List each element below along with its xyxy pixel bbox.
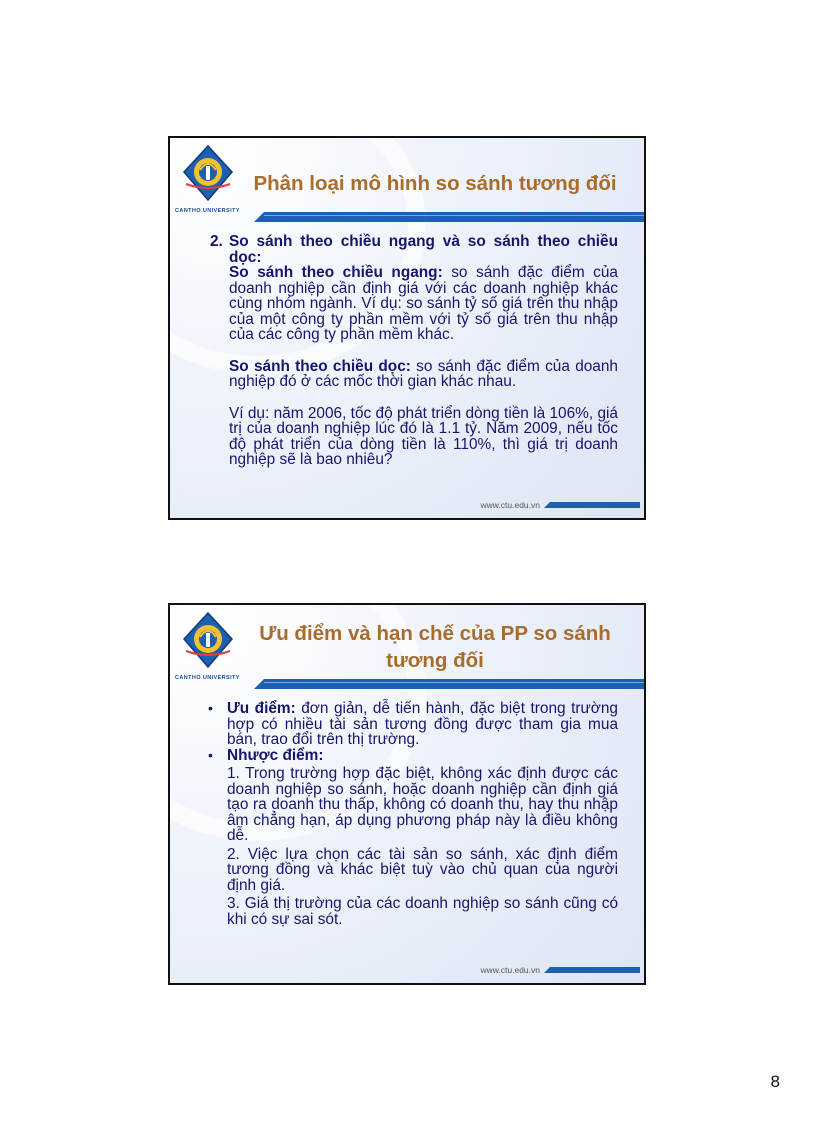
university-name: CANTHO UNIVERSITY (175, 675, 240, 681)
vertical-comparison-paragraph (229, 359, 618, 390)
slide-footer (480, 965, 640, 975)
heading-text: So sánh theo chiều ngang và so sánh theo chiều dọc: (229, 233, 618, 266)
slide-1 (168, 136, 646, 520)
disadvantages-item (208, 748, 618, 764)
header-rule (254, 679, 646, 689)
disadvantage-point-3: 3. Giá thị trường của các doanh nghiệp so sánh cũng có khi có sự sai sót. (227, 895, 618, 928)
slide-2 (168, 603, 646, 985)
vertical-comparison-text: so sánh đặc điểm của doanh nghiệp đó ở các mốc thời gian khác nhau. (229, 357, 618, 390)
footer-rule (544, 967, 640, 973)
disadvantages-label: Nhược điểm: (227, 746, 324, 764)
bullet-marker: • (208, 746, 213, 763)
disadvantage-point-2: 2. Việc lựa chọn các tài sản so sánh, xác định điểm tương đồng và khác biệt tuỳ vào chủ quan của người định giá. (227, 845, 618, 894)
advantages-item (208, 701, 618, 748)
footer-url: www.ctu.edu.vn (480, 500, 540, 510)
slide-title: Ưu điểm và hạn chế của PP so sánh tương đối (259, 622, 611, 672)
university-logo-icon (180, 144, 236, 204)
university-logo-icon (180, 611, 236, 671)
horizontal-comparison-text: so sánh đặc điểm của doanh nghiệp cần định giá với các doanh nghiệp khác cùng nhóm ngành. Ví dụ: so sánh tỷ số giá trên thu nhập của một công ty phần mềm với tỷ số giá trên thu nhập của các công ty phần mềm khác. (229, 264, 618, 343)
advantages-text: đơn giản, dễ tiến hành, đặc biệt trong trường hợp có nhiều tài sản tương đồng được tham gia mua bán, trao đổi trên thị trường. (227, 700, 618, 748)
horizontal-comparison-paragraph (229, 265, 618, 343)
university-name: CANTHO UNIVERSITY (175, 208, 240, 214)
advantages-label: Ưu điểm: (227, 700, 296, 717)
footer-url: www.ctu.edu.vn (480, 965, 540, 975)
slide-body (210, 234, 618, 468)
slide-footer (480, 500, 640, 510)
bullet-marker: • (208, 700, 213, 716)
footer-rule (544, 502, 640, 508)
section-heading (210, 234, 618, 265)
disadvantage-point-1: 1. Trong trường hợp đặc biệt, không xác định được các doanh nghiệp so sánh, hoặc doanh nghiệp cần định giá tạo ra doanh thu thấp, không có doanh thu, hay thu nhập âm chẳng hạn, áp dụng phương pháp này là điều không dễ. (227, 765, 618, 844)
header-rule (254, 212, 646, 222)
slide-body (208, 701, 618, 927)
example-paragraph: Ví dụ: năm 2006, tốc độ phát triển dòng tiền là 106%, giá trị của doanh nghiệp lúc đó là 1.1 tỷ. Năm 2009, nếu tốc độ phát triển của dòng tiền là 110%, thì giá trị doanh nghiệp sẽ là bao nhiêu? (229, 404, 618, 468)
page-number: 8 (770, 1072, 780, 1091)
heading-number: 2. (210, 233, 223, 250)
vertical-comparison-label: So sánh theo chiều dọc: (229, 357, 411, 375)
horizontal-comparison-label: So sánh theo chiều ngang: (229, 264, 443, 281)
slide-title: Phân loại mô hình so sánh tương đối (253, 172, 617, 195)
